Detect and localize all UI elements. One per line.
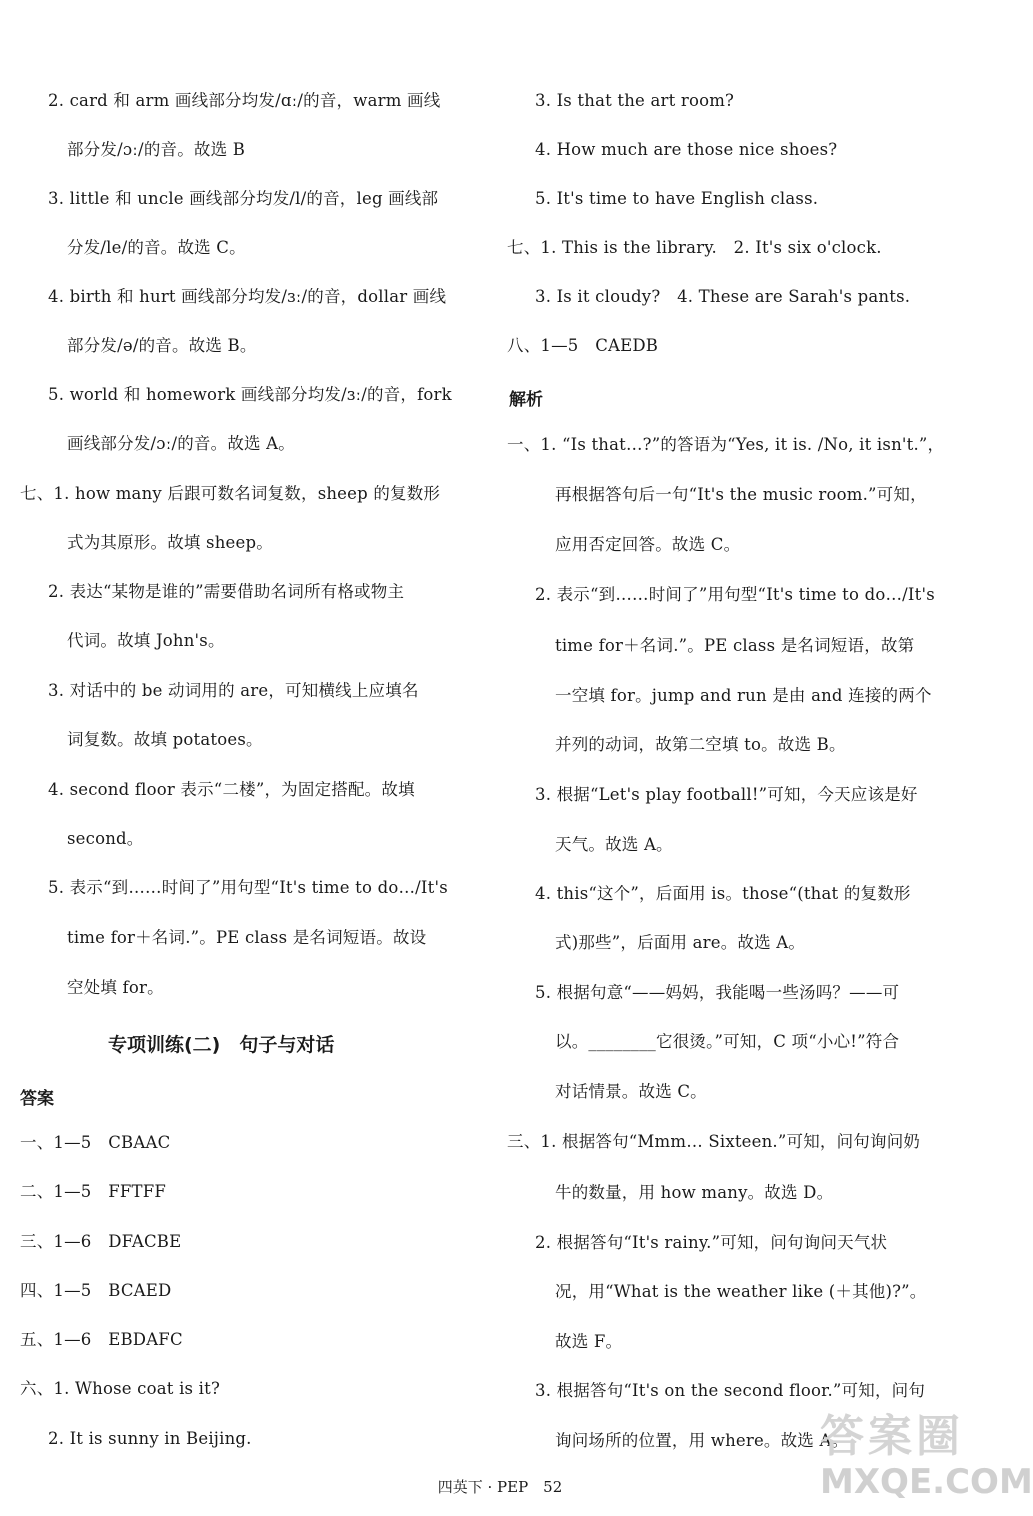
answer-key-line: 二、1—5 FFTFF bbox=[20, 1182, 166, 1201]
answer-key-line: 八、1—5 CAEDB bbox=[507, 336, 659, 355]
answer-key-line: 六、1. Whose coat is it? bbox=[20, 1379, 221, 1398]
page-footer: 四英下 · PEP 52 bbox=[437, 1478, 563, 1496]
analysis-line: 对话情景。故选 C。 bbox=[555, 1082, 707, 1101]
answer-explanation-line: 空处填 for。 bbox=[67, 978, 164, 997]
analysis-line: 故选 F。 bbox=[555, 1332, 623, 1351]
analysis-line: 2. 根据答句“It's rainy.”可知，问句询问天气状 bbox=[535, 1233, 888, 1252]
answer-key-line: 三、1—6 DFACBE bbox=[20, 1232, 182, 1251]
answer-explanation-line: 画线部分发/ɔː/的音。故选 A。 bbox=[67, 434, 295, 453]
analysis-line: 一、1. “Is that…?”的答语为“Yes, it is. /No, it isn't.”， bbox=[507, 435, 945, 454]
answer-key-line: 4. How much are those nice shoes? bbox=[535, 140, 838, 159]
answer-explanation-line: 分发/le/的音。故选 C。 bbox=[67, 238, 246, 257]
analysis-line: 询问场所的位置，用 where。故选 A。 bbox=[555, 1431, 849, 1450]
analysis-line: 再根据答句后一句“It's the music room.”可知， bbox=[555, 485, 927, 504]
answer-key-line: 七、1. This is the library. 2. It's six o'clock. bbox=[507, 238, 882, 257]
analysis-line: 三、1. 根据答句“Mmm… Sixteen.”可知，问句询问奶 bbox=[507, 1132, 921, 1151]
section-title: 专项训练(二) 句子与对话 bbox=[108, 1034, 335, 1056]
analysis-line: 以。________它很烫。”可知，C 项“小心!”符合 bbox=[555, 1032, 900, 1051]
answer-explanation-line: 3. little 和 uncle 画线部分均发/l/的音，leg 画线部 bbox=[48, 189, 439, 208]
answer-explanation-line: 5. 表示“到……时间了”用句型“It's time to do…/It's bbox=[48, 878, 448, 897]
answer-explanation-line: time for＋名词.”。PE class 是名词短语。故设 bbox=[67, 928, 427, 947]
answer-key-line: 2. It is sunny in Beijing. bbox=[48, 1429, 252, 1448]
watermark-logo: 答案圈 bbox=[820, 1411, 964, 1462]
answer-explanation-line: 部分发/ə/的音。故选 B。 bbox=[67, 336, 257, 355]
analysis-line: 3. 根据答句“It's on the second floor.”可知，问句 bbox=[535, 1381, 926, 1400]
answer-key-line: 五、1—6 EBDAFC bbox=[20, 1330, 183, 1349]
analysis-line: 牛的数量，用 how many。故选 D。 bbox=[555, 1183, 834, 1202]
analysis-line: 应用否定回答。故选 C。 bbox=[555, 535, 741, 554]
analysis-line: 3. 根据“Let's play football!”可知，今天应该是好 bbox=[535, 785, 918, 804]
answer-explanation-line: 4. birth 和 hurt 画线部分均发/ɜː/的音，dollar 画线 bbox=[48, 287, 447, 306]
answer-key-line: 一、1—5 CBAAC bbox=[20, 1133, 171, 1152]
answer-explanation-line: 式为其原形。故填 sheep。 bbox=[67, 533, 273, 552]
analysis-line: 一空填 for。jump and run 是由 and 连接的两个 bbox=[555, 686, 932, 705]
analysis-line: 天气。故选 A。 bbox=[555, 835, 673, 854]
answer-explanation-line: 3. 对话中的 be 动词用的 are，可知横线上应填名 bbox=[48, 681, 419, 700]
answer-explanation-line: 4. second floor 表示“二楼”，为固定搭配。故填 bbox=[48, 780, 415, 799]
analysis-line: 4. this“这个”，后面用 is。those“(that 的复数形 bbox=[535, 884, 911, 903]
answer-key-line: 5. It's time to have English class. bbox=[535, 189, 819, 208]
analysis-line: 2. 表示“到……时间了”用句型“It's time to do…/It's bbox=[535, 585, 935, 604]
answer-explanation-line: second。 bbox=[67, 829, 144, 848]
answers-heading: 答案 bbox=[20, 1089, 54, 1109]
analysis-line: 5. 根据句意“——妈妈，我能喝一些汤吗？——可 bbox=[535, 983, 900, 1002]
analysis-heading: 解析 bbox=[509, 390, 543, 410]
analysis-line: 式)那些”，后面用 are。故选 A。 bbox=[555, 933, 806, 952]
analysis-line: 况，用“What is the weather like (＋其他)?”。 bbox=[555, 1282, 927, 1301]
answer-explanation-line: 5. world 和 homework 画线部分均发/ɜː/的音，fork bbox=[48, 385, 452, 404]
answer-explanation-line: 2. 表达“某物是谁的”需要借助名词所有格或物主 bbox=[48, 582, 405, 601]
answer-explanation-line: 词复数。故填 potatoes。 bbox=[67, 730, 263, 749]
answer-explanation-line: 代词。故填 John's。 bbox=[67, 631, 225, 650]
analysis-line: time for＋名词.”。PE class 是名词短语，故第 bbox=[555, 636, 915, 655]
answer-explanation-line: 2. card 和 arm 画线部分均发/ɑː/的音，warm 画线 bbox=[48, 91, 441, 110]
answer-key-line: 四、1—5 BCAED bbox=[20, 1281, 172, 1300]
answer-explanation-line: 部分发/ɔː/的音。故选 B bbox=[67, 140, 246, 159]
answer-explanation-line: 七、1. how many 后跟可数名词复数，sheep 的复数形 bbox=[20, 484, 441, 503]
analysis-line: 并列的动词，故第二空填 to。故选 B。 bbox=[555, 735, 846, 754]
answer-key-line: 3. Is that the art room? bbox=[535, 91, 735, 110]
answer-key-line: 3. Is it cloudy? 4. These are Sarah's pants. bbox=[535, 287, 911, 306]
watermark-url: MXQE.COM bbox=[820, 1462, 1033, 1502]
watermark bbox=[800, 1400, 1033, 1510]
